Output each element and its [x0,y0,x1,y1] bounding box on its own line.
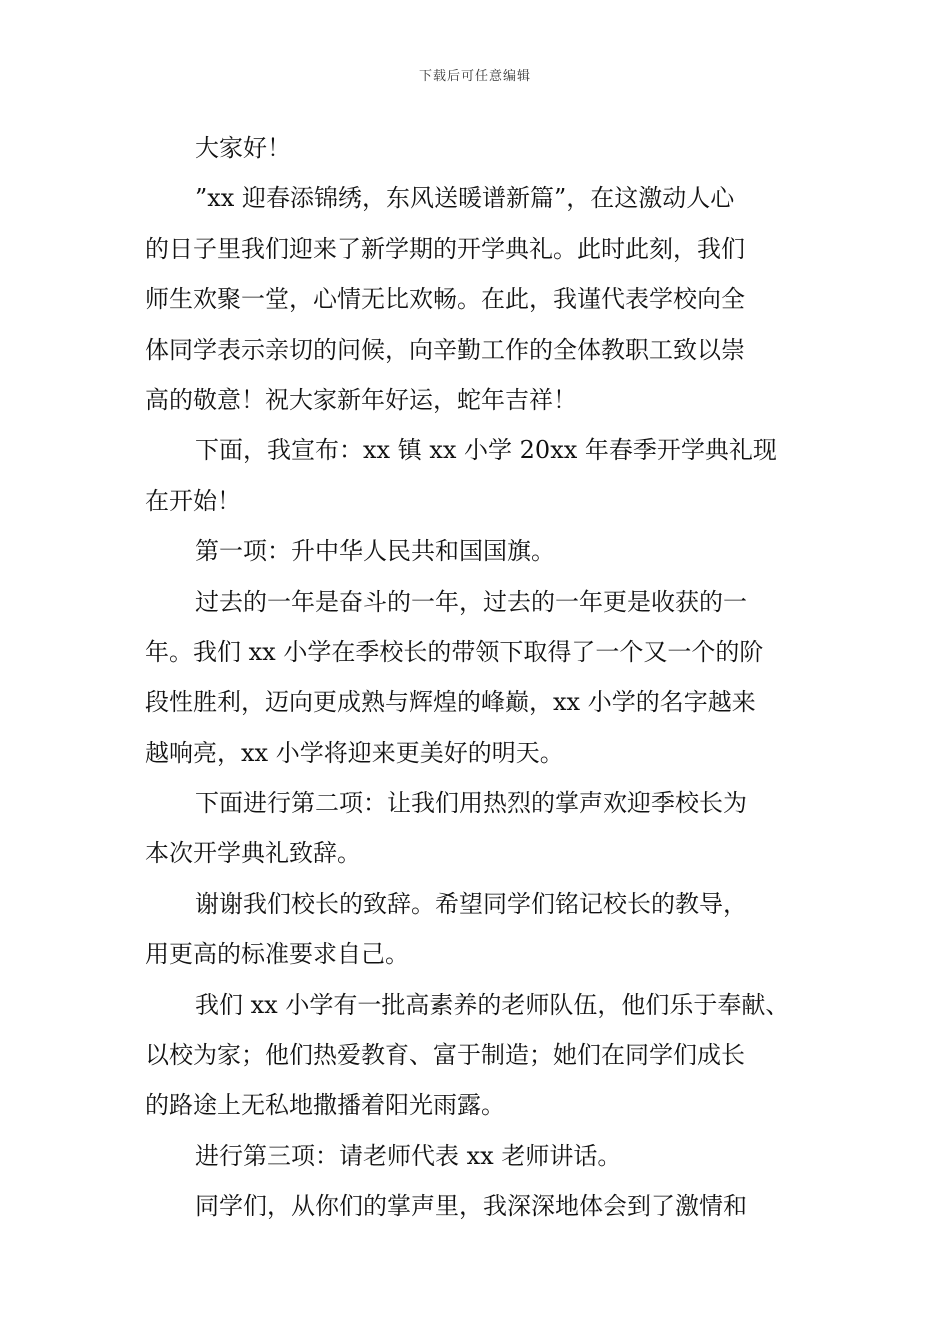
text-line: 下面进行第二项：让我们用热烈的掌声欢迎季校长为 [195,789,747,818]
text-line: 谢谢我们校长的致辞。希望同学们铭记校长的教导， [195,889,747,918]
text-line: ”xx 迎春添锦绣，东风送暖谱新篇”，在这激动人心 [195,184,735,213]
text-line: 在开始！ [145,486,241,515]
text-line: 师生欢聚一堂，心情无比欢畅。在此，我谨代表学校向全 [145,285,745,314]
text-line: 用更高的标准要求自己。 [145,940,409,969]
text-line: 的日子里我们迎来了新学期的开学典礼。此时此刻，我们 [145,234,745,263]
page-header-note: 下载后可任意编辑 [418,69,531,84]
text-line: 过去的一年是奋斗的一年，过去的一年更是收获的一 [195,587,747,616]
text-line: 越响亮，xx 小学将迎来更美好的明天。 [145,738,564,767]
text-line: 本次开学典礼致辞。 [145,839,361,868]
text-line: 大家好！ [195,134,291,162]
text-line: 同学们，从你们的掌声里，我深深地体会到了激情和 [195,1192,747,1221]
text-line: 体同学表示亲切的问候，向辛勤工作的全体教职工致以崇 [145,335,745,364]
document-body [145,123,815,1232]
text-line: 以校为家；他们热爱教育、富于制造；她们在同学们成长 [145,1041,745,1070]
text-line: 下面，我宣布：xx 镇 xx 小学 20xx 年春季开学典礼现 [195,436,777,465]
text-line: 我们 xx 小学有一批高素养的老师队伍，他们乐于奉献、 [195,990,790,1019]
text-line: 年。我们 xx 小学在季校长的带领下取得了一个又一个的阶 [145,637,764,666]
text-line: 段性胜利，迈向更成熟与辉煌的峰巅，xx 小学的名字越来 [145,688,756,717]
text-line: 的路途上无私地撒播着阳光雨露。 [145,1091,505,1120]
text-line: 进行第三项：请老师代表 xx 老师讲话。 [195,1141,622,1170]
text-line: 第一项：升中华人民共和国国旗。 [195,537,555,566]
text-line: 高的敬意！祝大家新年好运，蛇年吉祥！ [145,385,577,414]
